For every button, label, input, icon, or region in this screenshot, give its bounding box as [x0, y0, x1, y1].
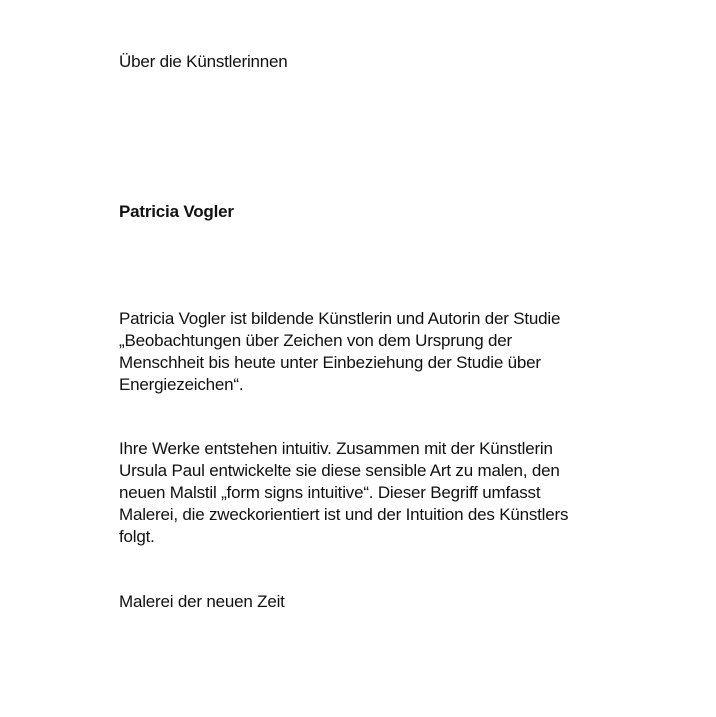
paragraph-line: Energiezeichen“.: [119, 375, 244, 394]
paragraph-line: Menschheit bis heute unter Einbeziehung der Studie über: [119, 353, 541, 372]
paragraph-line: Ursula Paul entwickelte sie diese sensible Art zu malen, den: [119, 461, 560, 480]
paragraph-line: neuen Malstil „form signs intuitive“. Dieser Begriff umfasst: [119, 483, 541, 502]
paragraph-works: [119, 438, 619, 548]
paragraph-intro: [119, 308, 619, 396]
paragraph-line: Malerei, die zweckorientiert ist und der Intuition des Künstlers: [119, 505, 569, 524]
paragraph-line: „Beobachtungen über Zeichen von dem Ursprung der: [119, 331, 512, 350]
closing-line: Malerei der neuen Zeit: [119, 592, 285, 611]
paragraph-line: folgt.: [119, 527, 155, 546]
artist-name: Patricia Vogler: [119, 202, 234, 221]
paragraph-line: Ihre Werke entstehen intuitiv. Zusammen mit der Künstlerin: [119, 439, 553, 458]
paragraph-line: Patricia Vogler ist bildende Künstlerin und Autorin der Studie: [119, 309, 561, 328]
section-heading: Über die Künstlerinnen: [119, 52, 288, 71]
